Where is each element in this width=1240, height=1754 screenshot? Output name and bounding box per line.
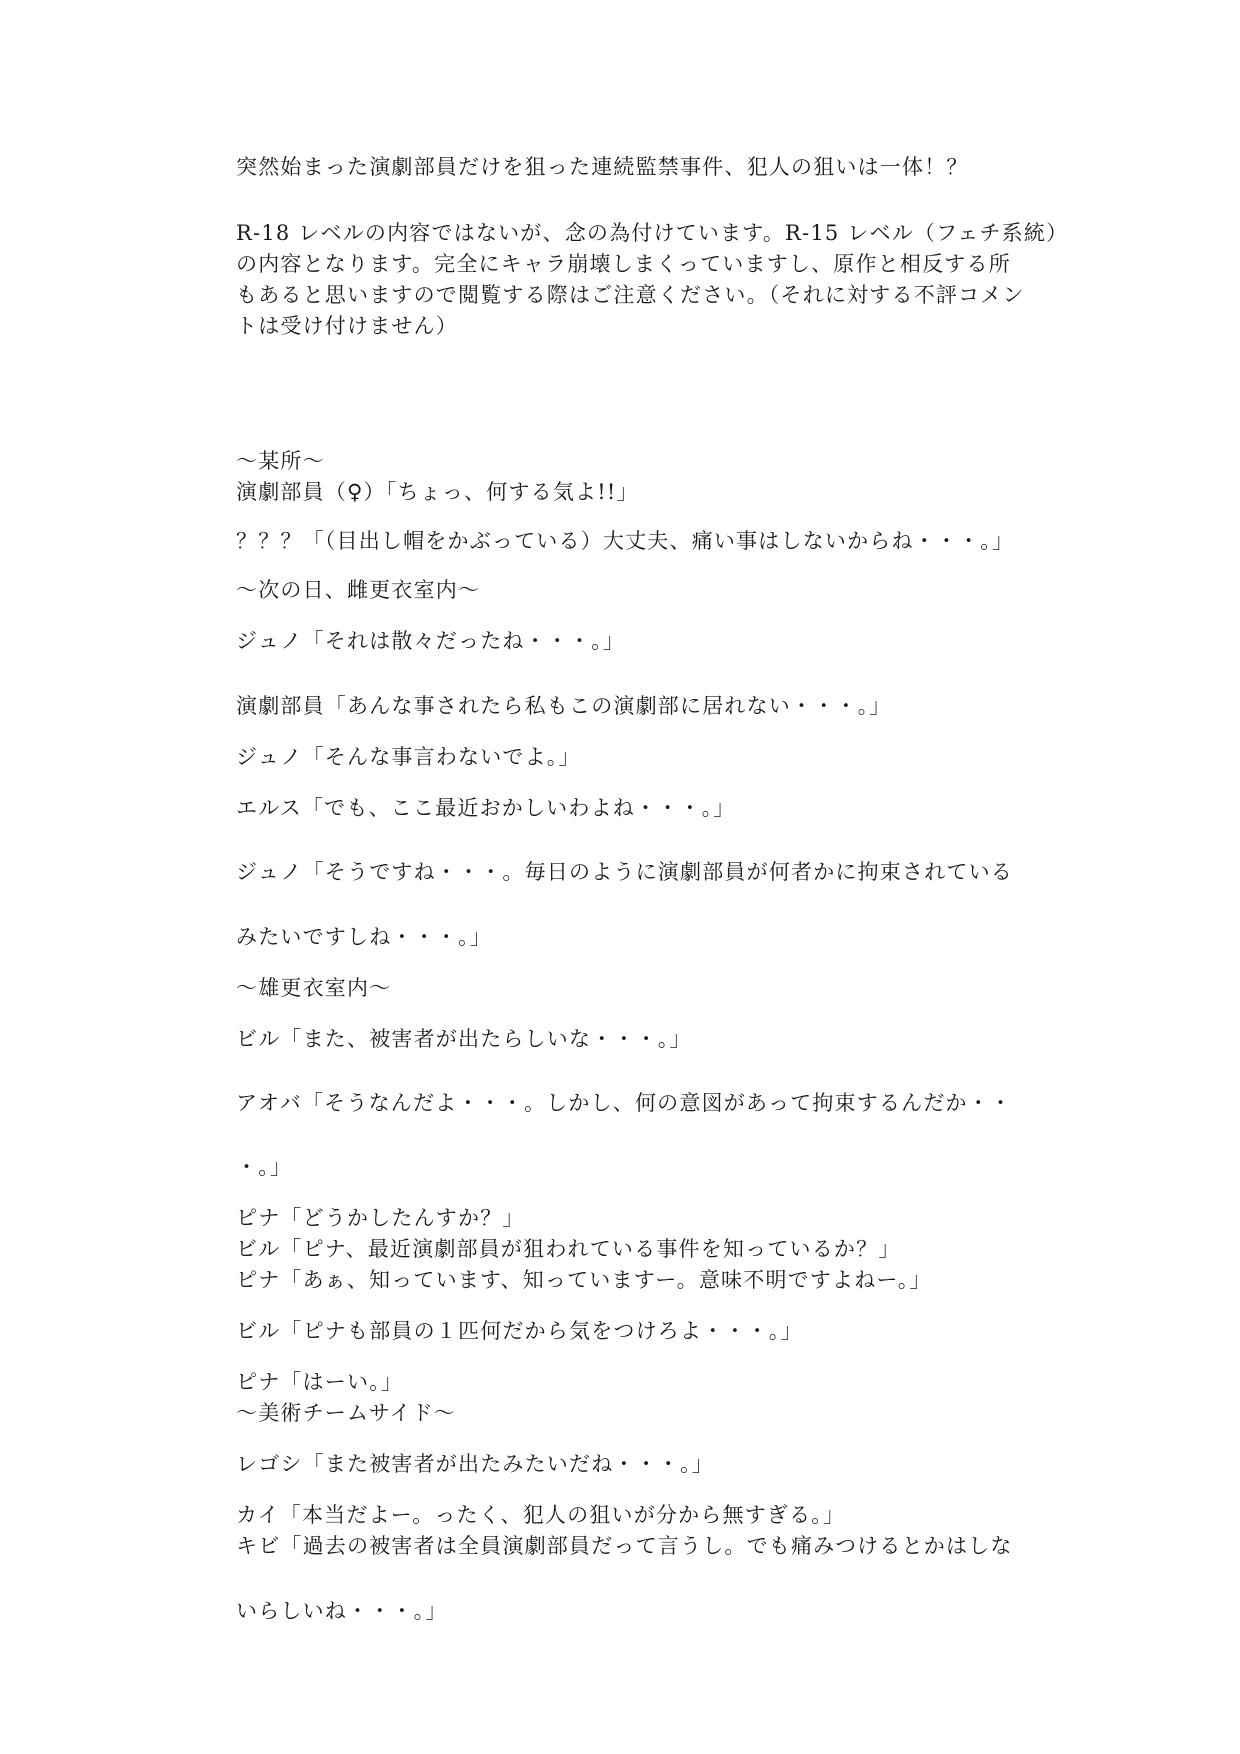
warning-line-2: の内容となります。完全にキャラ崩壊しまくっていますし、原作と相反する所 bbox=[236, 252, 1011, 276]
dialogue-line: 演劇部員（♀）「ちょっ、何する気よ!!」 bbox=[236, 480, 639, 504]
dialogue-line: ジュノ「そんな事言わないでよ。」 bbox=[236, 745, 581, 769]
dialogue-line: ピナ「はーい。」 bbox=[236, 1370, 404, 1394]
scene-heading: ～某所～ bbox=[236, 449, 325, 473]
dialogue-line: キビ「過去の被害者は全員演劇部員だって言うし。でも痛みつけるとかはしな bbox=[236, 1534, 1013, 1558]
dialogue-line: エルス「でも、ここ最近おかしいわよね・・・。」 bbox=[236, 796, 736, 820]
synopsis-line: 突然始まった演劇部員だけを狙った連続監禁事件、犯人の狙いは一体！？ bbox=[236, 155, 969, 179]
dialogue-line: ビル「また、被害者が出たらしいな・・・。」 bbox=[236, 1027, 692, 1051]
warning-line-3: もあると思いますので閲覧する際はご注意ください。（それに対する不評コメン bbox=[236, 283, 1025, 307]
dialogue-line: ？？？「（目出し帽をかぶっている）大丈夫、痛い事はしないからね・・・。」 bbox=[236, 529, 1015, 553]
dialogue-line: ジュノ「そうですね・・・。毎日のように演劇部員が何者かに拘束されている bbox=[236, 860, 1013, 884]
warning-line-1: R-18 レベルの内容ではないが、念の為付けています。R-15 レベル（フェチ系統） bbox=[236, 221, 1069, 245]
dialogue-line: ビル「ピナ、最近演劇部員が狙われている事件を知っているか？」 bbox=[236, 1237, 901, 1261]
dialogue-line: ピナ「あぁ、知っています、知っていますー。意味不明ですよねー。」 bbox=[236, 1268, 932, 1292]
dialogue-line-continued: ・。」 bbox=[236, 1155, 293, 1179]
dialogue-line-continued: いらしいね・・・。」 bbox=[236, 1599, 448, 1623]
dialogue-line: ビル「ピナも部員の１匹何だから気をつけろよ・・・。」 bbox=[236, 1319, 803, 1343]
dialogue-line-continued: みたいですしね・・・。」 bbox=[236, 925, 492, 949]
dialogue-line: ピナ「どうかしたんすか？」 bbox=[236, 1206, 525, 1230]
dialogue-line: カイ「本当だよー。ったく、犯人の狙いが分から無すぎる。」 bbox=[236, 1503, 846, 1527]
scene-heading: ～次の日、雌更衣室内～ bbox=[236, 578, 481, 602]
warning-line-4: トは受け付けません） bbox=[236, 314, 458, 338]
dialogue-line: レゴシ「また被害者が出たみたいだね・・・。」 bbox=[236, 1452, 714, 1476]
scene-heading: ～美術チームサイド～ bbox=[236, 1401, 457, 1425]
dialogue-line: ジュノ「それは散々だったね・・・。」 bbox=[236, 629, 626, 653]
dialogue-line: 演劇部員「あんな事されたら私もこの演劇部に居れない・・・。」 bbox=[236, 694, 892, 718]
dialogue-line: アオバ「そうなんだよ・・・。しかし、何の意図があって拘束するんだか・・ bbox=[236, 1091, 1013, 1115]
scene-heading: ～雄更衣室内～ bbox=[236, 976, 392, 1000]
